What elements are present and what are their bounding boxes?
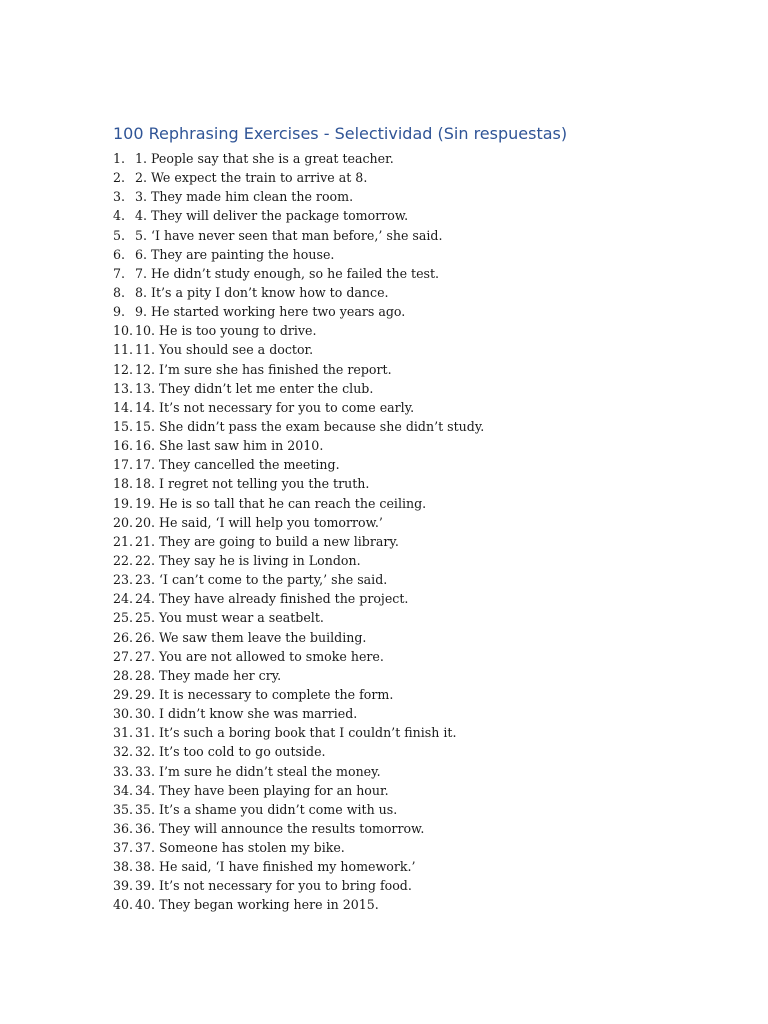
list-item: [113, 264, 484, 283]
list-item-text: 4. They will deliver the package tomorrow.: [135, 208, 409, 224]
list-item: [113, 455, 484, 474]
list-item-text: 10. He is too young to drive.: [135, 323, 317, 339]
list-item: [113, 647, 484, 666]
list-item-text: 2. We expect the train to arrive at 8.: [135, 170, 368, 186]
list-item: [113, 704, 484, 723]
list-item-number: 2.: [113, 170, 126, 186]
list-item-text: 36. They will announce the results tomorrow.: [135, 820, 425, 836]
list-item: [113, 819, 484, 838]
list-item-text: 30. I didn’t know she was married.: [135, 706, 358, 722]
list-item-text: 7. He didn’t study enough, so he failed the test.: [135, 265, 440, 281]
list-item-number: 20.: [113, 514, 134, 530]
list-item: [113, 226, 484, 245]
list-item: [113, 340, 484, 359]
list-item: [113, 398, 484, 417]
list-item-number: 28.: [113, 667, 134, 683]
list-item-text: 9. He started working here two years ago.: [135, 304, 406, 320]
list-item-number: 38.: [113, 859, 134, 875]
list-item-number: 19.: [113, 495, 134, 511]
list-item-number: 10.: [113, 323, 134, 339]
list-item: [113, 857, 484, 876]
list-item-number: 24.: [113, 591, 134, 607]
list-item: [113, 321, 484, 340]
list-item-number: 12.: [113, 361, 134, 377]
list-item-number: 5.: [113, 227, 126, 243]
list-item-text: 37. Someone has stolen my bike.: [135, 840, 345, 856]
list-item-number: 4.: [113, 208, 126, 224]
list-item-number: 16.: [113, 438, 134, 454]
list-item: [113, 876, 484, 895]
list-item-number: 27.: [113, 648, 134, 664]
list-item: [113, 187, 484, 206]
list-item: [113, 532, 484, 551]
list-item-text: 15. She didn’t pass the exam because she didn’t study.: [135, 418, 485, 434]
list-item-text: 5. ‘I have never seen that man before,’ she said.: [135, 227, 443, 243]
list-item-number: 35.: [113, 801, 134, 817]
list-item-text: 18. I regret not telling you the truth.: [135, 476, 370, 492]
list-item-number: 29.: [113, 686, 134, 702]
list-item-text: 32. It’s too cold to go outside.: [135, 744, 326, 760]
list-item: [113, 800, 484, 819]
list-item-number: 26.: [113, 629, 134, 645]
list-item: [113, 685, 484, 704]
list-item-number: 32.: [113, 744, 134, 760]
list-item-number: 18.: [113, 476, 134, 492]
list-item-text: 31. It’s such a boring book that I couldn’t finish it.: [135, 725, 457, 741]
list-item-number: 33.: [113, 763, 134, 779]
list-item: [113, 666, 484, 685]
list-item: [113, 895, 484, 914]
list-item-text: 27. You are not allowed to smoke here.: [135, 648, 384, 664]
list-item-number: 21.: [113, 533, 134, 549]
list-item-text: 19. He is so tall that he can reach the ceiling.: [135, 495, 427, 511]
list-item-number: 22.: [113, 552, 134, 568]
list-item-text: 23. ‘I can’t come to the party,’ she said.: [135, 572, 388, 588]
list-item-text: 34. They have been playing for an hour.: [135, 782, 389, 798]
list-item-number: 1.: [113, 151, 126, 166]
list-item-number: 39.: [113, 878, 134, 894]
list-item-number: 7.: [113, 265, 126, 281]
list-item: [113, 628, 484, 647]
document-title: 100 Rephrasing Exercises - Selectividad (Sin respuestas): [113, 124, 568, 143]
list-item-text: 3. They made him clean the room.: [135, 189, 354, 205]
list-item-number: 23.: [113, 572, 134, 588]
list-item-number: 34.: [113, 782, 134, 798]
list-item-text: 16. She last saw him in 2010.: [135, 438, 324, 454]
list-item-text: 12. I’m sure she has finished the report.: [135, 361, 392, 377]
list-item: [113, 762, 484, 781]
list-item-number: 30.: [113, 706, 134, 722]
list-item: [113, 283, 484, 302]
list-item-text: 33. I’m sure he didn’t steal the money.: [135, 763, 381, 779]
list-item: [113, 589, 484, 608]
list-item-number: 6.: [113, 246, 126, 262]
list-item-number: 37.: [113, 840, 134, 856]
list-item-number: 8.: [113, 284, 126, 300]
list-item: [113, 417, 484, 436]
list-item: [113, 513, 484, 532]
list-item-number: 13.: [113, 380, 134, 396]
list-item-text: 17. They cancelled the meeting.: [135, 457, 340, 473]
list-item: [113, 551, 484, 570]
list-item-number: 11.: [113, 342, 134, 358]
list-item-number: 14.: [113, 399, 134, 415]
list-item-text: 28. They made her cry.: [135, 667, 282, 683]
list-item-text: 24. They have already finished the project.: [135, 591, 409, 607]
list-item-text: 8. It’s a pity I don’t know how to dance.: [135, 284, 389, 300]
list-item-number: 9.: [113, 304, 126, 320]
list-item: [113, 360, 484, 379]
list-item-text: 20. He said, ‘I will help you tomorrow.’: [135, 514, 383, 530]
list-item-number: 15.: [113, 418, 134, 434]
list-item: [113, 245, 484, 264]
list-item: [113, 302, 484, 321]
list-item-number: 25.: [113, 610, 134, 626]
list-item: [113, 149, 484, 168]
list-item-number: 17.: [113, 457, 134, 473]
list-item: [113, 494, 484, 513]
list-item-text: 13. They didn’t let me enter the club.: [135, 380, 374, 396]
list-item-text: 11. You should see a doctor.: [135, 342, 314, 358]
list-item: [113, 781, 484, 800]
list-item-text: 40. They began working here in 2015.: [135, 897, 379, 913]
list-item-text: 1. People say that she is a great teacher.: [135, 151, 394, 166]
list-item-text: 38. He said, ‘I have finished my homework.’: [135, 859, 416, 875]
list-item-text: 29. It is necessary to complete the form.: [135, 686, 394, 702]
list-item-text: 14. It’s not necessary for you to come early.: [135, 399, 415, 415]
list-item-text: 26. We saw them leave the building.: [135, 629, 367, 645]
list-item-text: 35. It’s a shame you didn’t come with us.: [135, 801, 398, 817]
list-item-text: 6. They are painting the house.: [135, 246, 335, 262]
list-item: [113, 474, 484, 493]
list-item-text: 22. They say he is living in London.: [135, 552, 361, 568]
list-item: [113, 206, 484, 225]
list-item-number: 31.: [113, 725, 134, 741]
list-item: [113, 608, 484, 627]
list-item: [113, 379, 484, 398]
exercise-list: [113, 149, 484, 915]
list-item: [113, 723, 484, 742]
list-item-number: 3.: [113, 189, 126, 205]
list-item: [113, 742, 484, 761]
list-item-text: 21. They are going to build a new library.: [135, 533, 399, 549]
list-item: [113, 570, 484, 589]
list-item-number: 36.: [113, 820, 134, 836]
list-item-text: 25. You must wear a seatbelt.: [135, 610, 324, 626]
list-item: [113, 838, 484, 857]
list-item-number: 40.: [113, 897, 134, 913]
list-item: [113, 436, 484, 455]
list-item: [113, 168, 484, 187]
list-item-text: 39. It’s not necessary for you to bring food.: [135, 878, 412, 894]
